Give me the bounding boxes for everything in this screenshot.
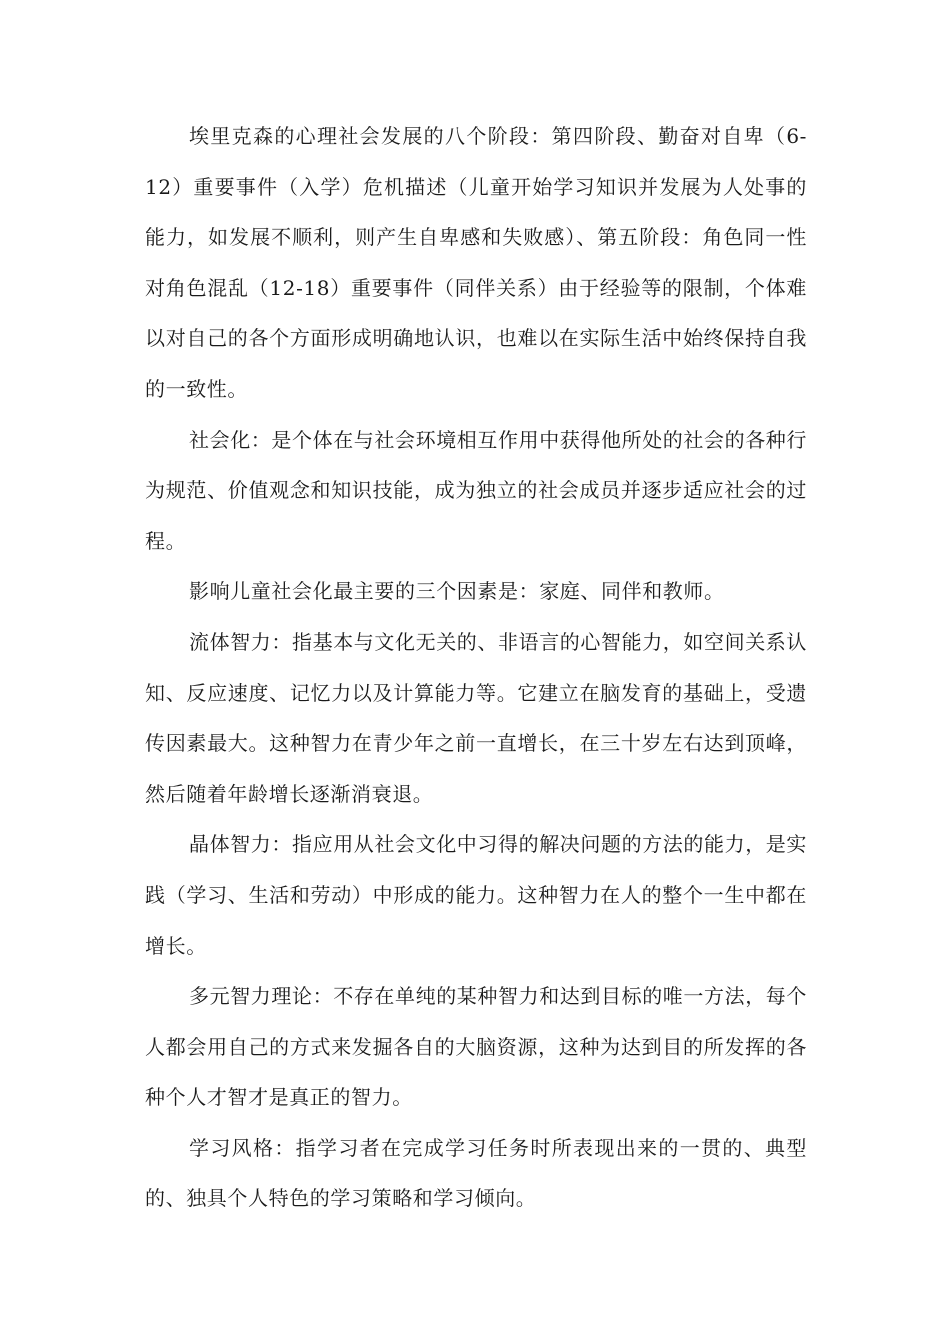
paragraph-fluid-intelligence: 流体智力：指基本与文化无关的、非语言的心智能力，如空间关系认知、反应速度、记忆力以及计算能力等。它建立在脑发育的基础上，受遗传因素最大。这种智力在青少年之前一直增长，在三十岁左右达到顶峰，然后随着年龄增长逐渐消衰退。: [145, 629, 807, 806]
paragraph-multiple-intelligences: 多元智力理论：不存在单纯的某种智力和达到目标的唯一方法，每个人都会用自己的方式来发掘各自的大脑资源，这种为达到目的所发挥的各种个人才智才是真正的智力。: [145, 984, 807, 1110]
paragraph-socialization-factors: 影响儿童社会化最主要的三个因素是：家庭、同伴和教师。: [189, 579, 725, 604]
document-page: [145, 111, 807, 1224]
paragraph-learning-style: 学习风格：指学习者在完成学习任务时所表现出来的一贯的、典型的、独具个人特色的学习策略和学习倾向。: [145, 1135, 807, 1211]
paragraph-erikson-stages: 埃里克森的心理社会发展的八个阶段：第四阶段、勤奋对自卑（6-12）重要事件（入学）危机描述（儿童开始学习知识并发展为人处事的能力，如发展不顺利，则产生自卑感和失败感）、第五阶段：角色同一性对角色混乱（12-18）重要事件（同伴关系）由于经验等的限制，个体难以对自己的各个方面形成明确地认识，也难以在实际生活中始终保持自我的一致性。: [145, 124, 807, 401]
paragraph-crystallized-intelligence: 晶体智力：指应用从社会文化中习得的解决问题的方法的能力，是实践（学习、生活和劳动）中形成的能力。这种智力在人的整个一生中都在增长。: [145, 832, 807, 958]
paragraph-socialization: 社会化：是个体在与社会环境相互作用中获得他所处的社会的各种行为规范、价值观念和知识技能，成为独立的社会成员并逐步适应社会的过程。: [145, 427, 807, 553]
